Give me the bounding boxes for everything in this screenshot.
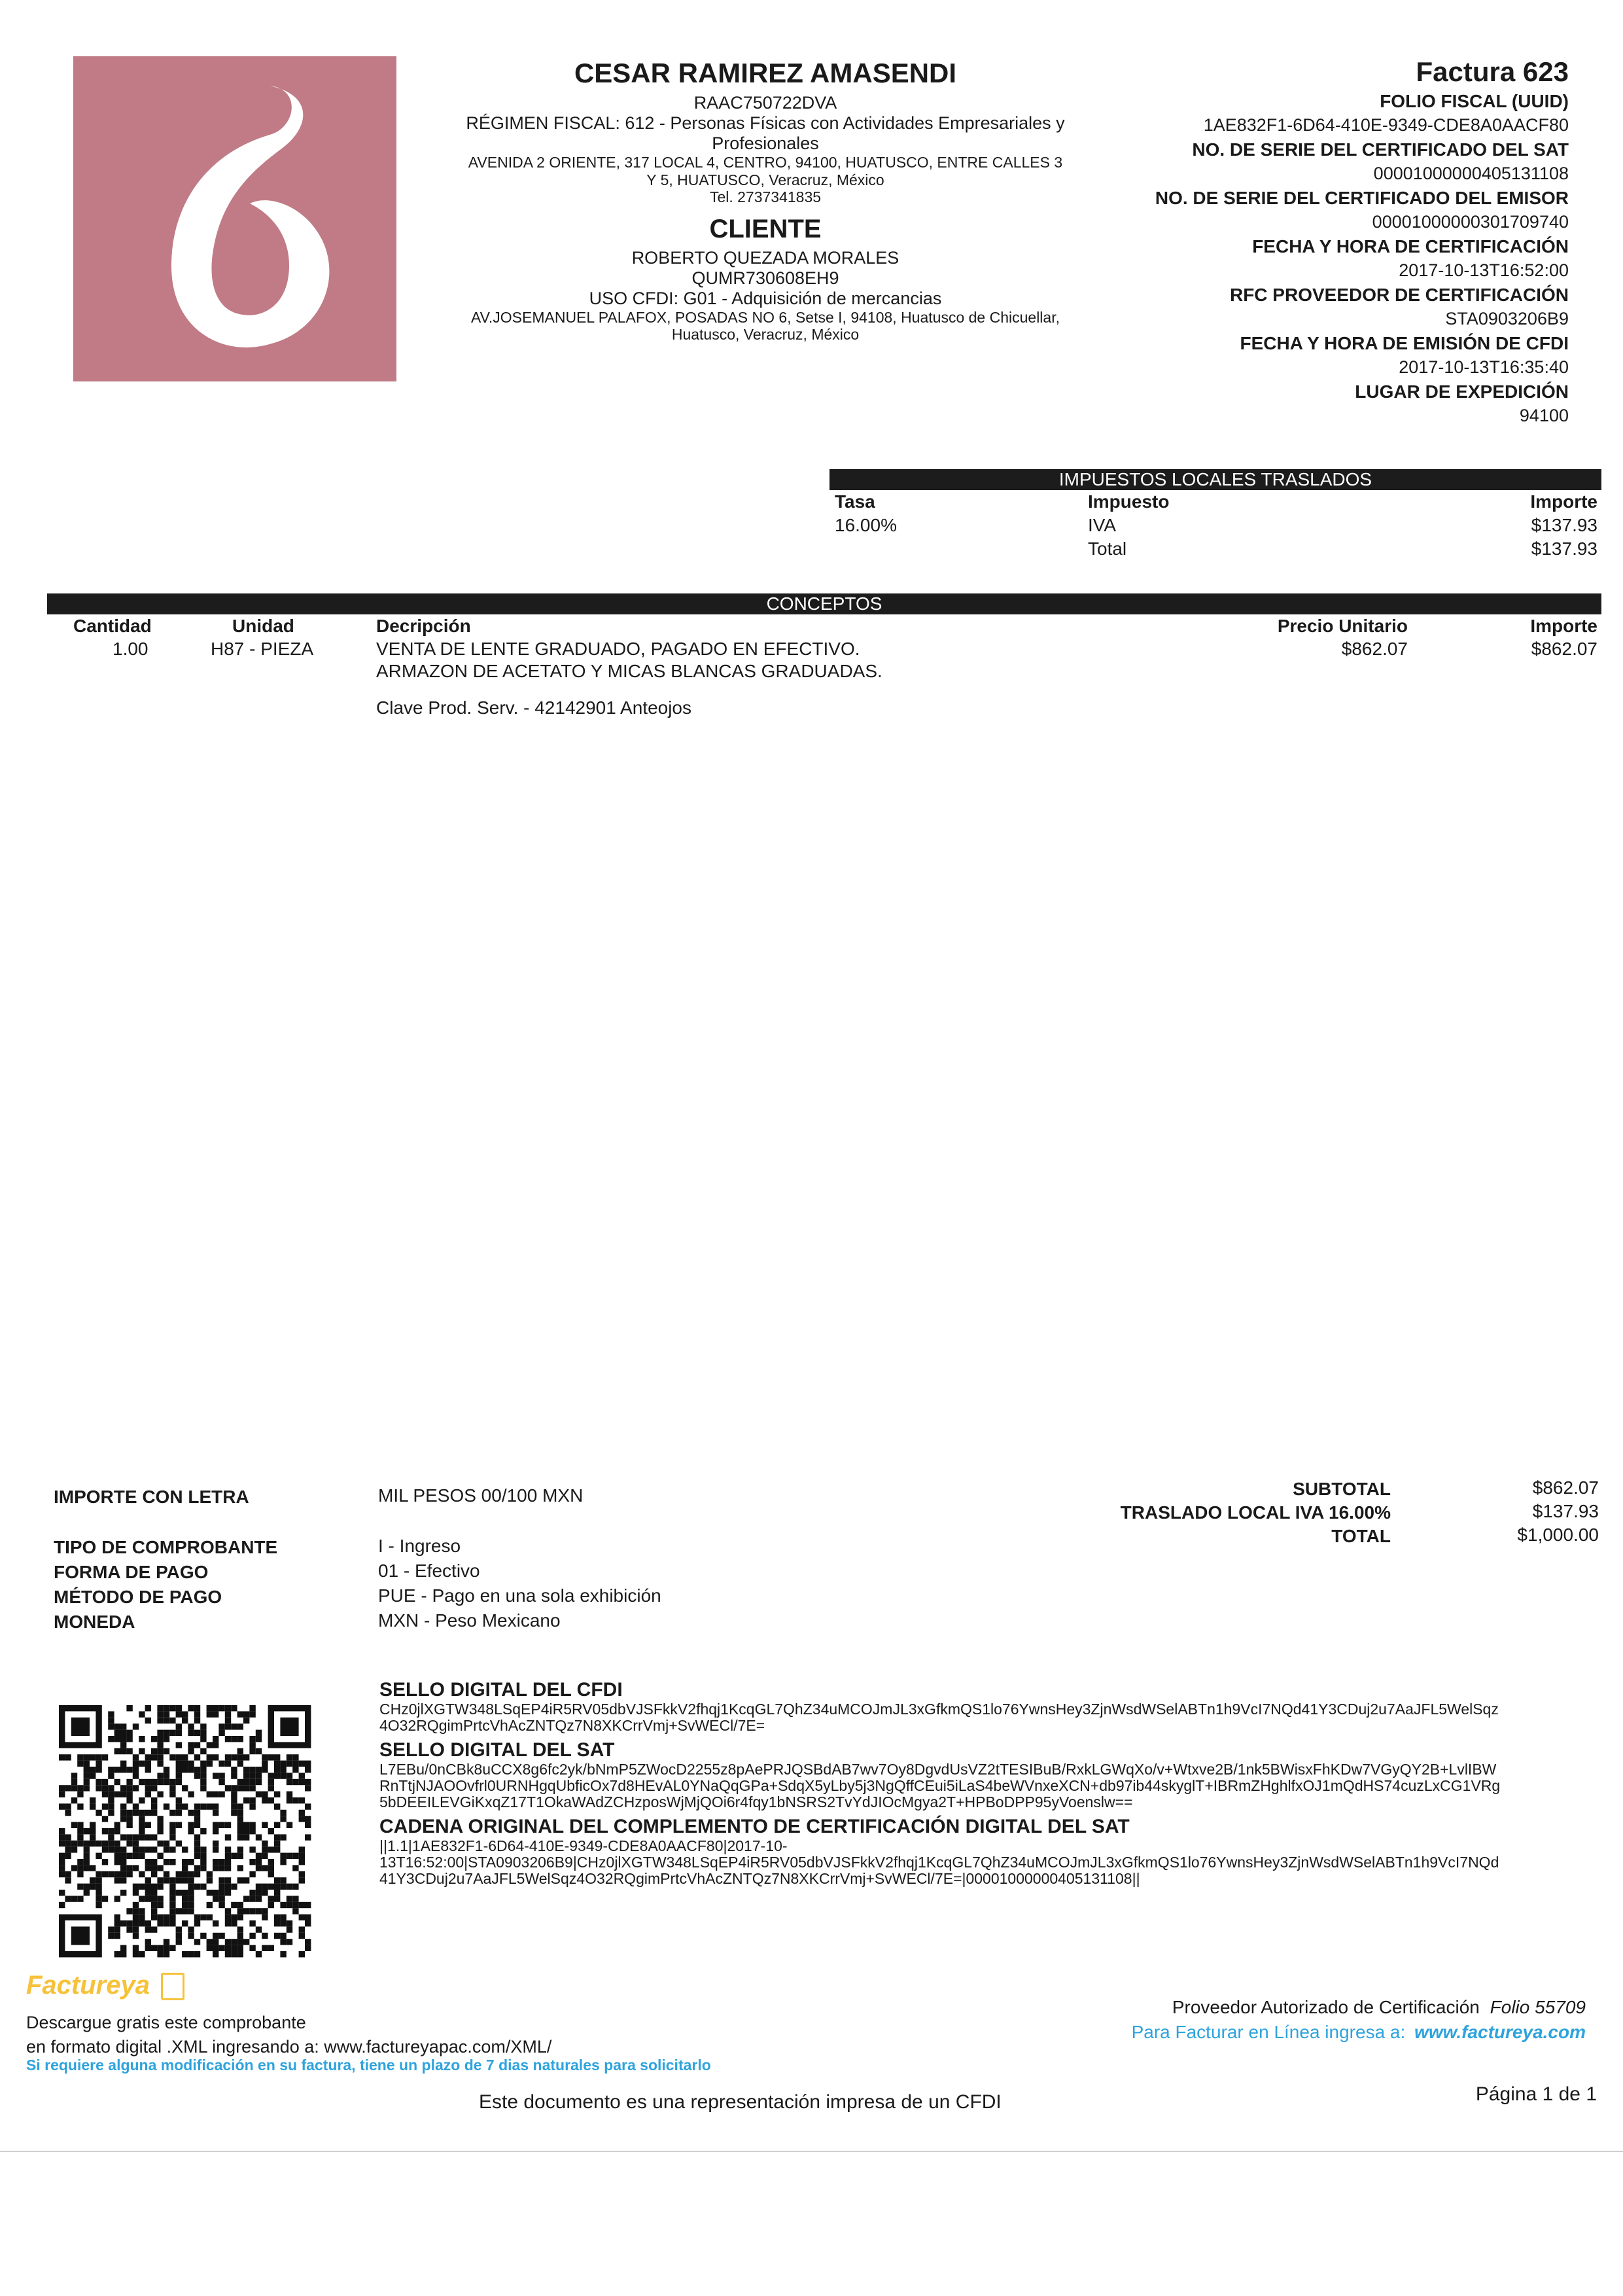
item-clave: Clave Prod. Serv. - 42142901 Anteojos — [376, 698, 692, 718]
invoice-title: Factura 623 — [1416, 56, 1569, 87]
conceptos-title: CONCEPTOS — [47, 593, 1601, 614]
cadena-line: 41Y3CDuj2u7AaJFL5WelSqz4O32RQgimPrtcVhAcZNTQz7N8XKCrrVmj+SvWECl/7E=|00001000000405131108|| — [379, 1870, 1140, 1887]
field-label: NO. DE SERIE DEL CERTIFICADO DEL SAT — [1192, 139, 1569, 160]
client-address-1: AV.JOSEMANUEL PALAFOX, POSADAS NO 6, Setse I, 94108, Huatusco de Chicuellar, — [471, 308, 1060, 326]
col-importe: Importe — [1530, 616, 1597, 636]
tax-tasa: 16.00% — [835, 515, 897, 535]
issuer-phone: Tel. 2737341835 — [709, 188, 822, 206]
online-label: Para Facturar en Línea ingresa a: — [1131, 2022, 1406, 2042]
field-value: 2017-10-13T16:35:40 — [1399, 357, 1569, 377]
invoice-header — [1098, 55, 1569, 428]
item-descripcion-1: VENTA DE LENTE GRADUADO, PAGADO EN EFECTIVO. — [376, 639, 860, 659]
field-value: 2017-10-13T16:52:00 — [1399, 260, 1569, 280]
item-importe: $862.07 — [1531, 639, 1597, 659]
issuer-regimen-1: RÉGIMEN FISCAL: 612 - Personas Físicas con Actividades Empresariales y — [466, 113, 1065, 133]
issuer-name: CESAR RAMIREZ AMASENDI — [574, 58, 957, 88]
iva-label: TRASLADO LOCAL IVA 16.00% — [1120, 1502, 1391, 1523]
tax-impuesto: IVA — [1088, 515, 1117, 535]
item-descripcion-2: ARMAZON DE ACETATO Y MICAS BLANCAS GRADUADAS. — [376, 661, 882, 681]
issuer-regimen-2: Profesionales — [712, 133, 819, 154]
totals-values — [1439, 1476, 1599, 1547]
detail-value: I - Ingreso — [378, 1536, 461, 1556]
taxes-title: IMPUESTOS LOCALES TRASLADOS — [829, 469, 1601, 490]
document-icon — [161, 1973, 184, 2000]
client-uso-cfdi: USO CFDI: G01 - Adquisición de mercancias — [589, 288, 942, 308]
total-label: TOTAL — [1331, 1526, 1391, 1546]
col-precio: Precio Unitario — [1277, 616, 1408, 636]
pac-line — [1172, 1997, 1586, 2018]
client-heading: CLIENTE — [709, 214, 822, 243]
sello-sat-line: 5bDEEILEVGiKxqZ17T1OkaWAdZCHzposWjMjQOi6r4fqy1bNSRS2TvYdJIOcMgya2T+HPBoDPP95yVoenslw== — [379, 1793, 1133, 1810]
representation-note: Este documento es una representación impresa de un CFDI — [479, 2091, 1002, 2113]
sello-sat-line: RnTtjNJAOOvfrl0URNHgqUbficOx7d8HEvAL0YNaQqGPa+SdqX5yLby5j3NgQffCEui5iLaS4beWVnxeXCN+db97ib44skyglT+IBRmZHghlfxOJ1mQdHS74cuzLxCG1VRg — [379, 1777, 1501, 1794]
item-cantidad: 1.00 — [113, 639, 148, 659]
detail-label: FORMA DE PAGO — [54, 1562, 209, 1582]
subtotal-label: SUBTOTAL — [1293, 1479, 1391, 1499]
subtotal-value: $862.07 — [1532, 1477, 1599, 1498]
field-value: 00001000000301709740 — [1372, 212, 1569, 232]
field-label: NO. DE SERIE DEL CERTIFICADO DEL EMISOR — [1155, 188, 1569, 208]
sello-sat-line: L7EBu/0nCBk8uCCX8g6fc2yk/bNmP5ZWocD2255z8pAePRJQSBdAB7wv7Oy8DgvdUsVZ2tTESIBuB/RxkLGWqXo/v+Wtxve2B/1nk5BWisxFhKDw7VGyQY2B+LvlIBW — [379, 1761, 1497, 1778]
field-value: 1AE832F1-6D64-410E-9349-CDE8A0AACF80 — [1203, 115, 1569, 135]
col-cantidad: Cantidad — [73, 616, 152, 636]
importe-letra-value: MIL PESOS 00/100 MXN — [378, 1485, 584, 1506]
iva-value: $137.93 — [1532, 1501, 1599, 1521]
col-descripcion: Decripción — [376, 616, 471, 636]
detail-value: MXN - Peso Mexicano — [378, 1610, 561, 1631]
table-row — [829, 537, 1601, 561]
issuer-rfc: RAAC750722DVA — [693, 93, 837, 113]
col-unidad: Unidad — [232, 616, 294, 636]
field-value: STA0903206B9 — [1445, 309, 1569, 328]
online-url[interactable]: www.factureya.com — [1414, 2022, 1586, 2042]
detail-label: TIPO DE COMPROBANTE — [54, 1537, 278, 1557]
field-label: FECHA Y HORA DE CERTIFICACIÓN — [1252, 236, 1569, 256]
pac-label: Proveedor Autorizado de Certificación — [1172, 1997, 1480, 2017]
field-label: FECHA Y HORA DE EMISIÓN DE CFDI — [1240, 333, 1569, 353]
sello-sat-title: SELLO DIGITAL DEL SAT — [379, 1739, 615, 1761]
field-label: LUGAR DE EXPEDICIÓN — [1355, 381, 1569, 402]
importe-letra-label: IMPORTE CON LETRA — [54, 1487, 249, 1507]
totals-labels — [981, 1477, 1391, 1548]
cadena-title: CADENA ORIGINAL DEL COMPLEMENTO DE CERTIFICACIÓN DIGITAL DEL SAT — [379, 1816, 1130, 1837]
details-labels — [54, 1535, 277, 1634]
issuer-block — [432, 58, 1099, 344]
tax-header-impuesto: Impuesto — [1088, 491, 1170, 512]
issuer-address-1: AVENIDA 2 ORIENTE, 317 LOCAL 4, CENTRO, 94100, HUATUSCO, ENTRE CALLES 3 — [468, 154, 1063, 171]
cadena-line: 13T16:52:00|STA0903206B9|CHz0jlXGTW348LSqEP4iR5RV05dbVJSFkkV2fhqj1KcqGL7QhZ34uMCOJmJL3xGfkmQS1lo76YwnsHey3ZjnWsdWSelABTn1h9VcI7NQd — [379, 1854, 1499, 1871]
item-precio: $862.07 — [1341, 639, 1408, 659]
tax-header-importe: Importe — [1530, 491, 1597, 512]
detail-label: MÉTODO DE PAGO — [54, 1587, 222, 1607]
sello-cfdi-line: CHz0jlXGTW348LSqEP4iR5RV05dbVJSFkkV2fhqj1KcqGL7QhZ34uMCOJmJL3xGfkmQS1lo76YwnsHey3ZjnWsdWSelABTn1h9VcI7NQd41Y3CDuj2u7AaJFL5WelSqz — [379, 1701, 1499, 1718]
issuer-address-2: Y 5, HUATUSCO, Veracruz, México — [646, 171, 884, 188]
tax-header-tasa: Tasa — [835, 491, 875, 512]
client-name: ROBERTO QUEZADA MORALES — [631, 247, 899, 268]
table-row — [829, 514, 1601, 537]
sello-cfdi-line: 4O32RQgimPrtcVhAcZNTQz7N8XKCrrVmj+SvWECl/7E= — [379, 1717, 765, 1734]
modification-notice: Si requiere alguna modificación en su factura, tiene un plazo de 7 dias naturales para solicitarlo — [26, 2057, 711, 2074]
item-unidad: H87 - PIEZA — [211, 639, 314, 659]
sello-cfdi-title: SELLO DIGITAL DEL CFDI — [379, 1679, 623, 1701]
conceptos-table — [47, 593, 1601, 719]
taxes-table — [829, 469, 1601, 561]
field-value: 00001000000405131108 — [1373, 164, 1569, 183]
company-logo — [73, 56, 396, 381]
total-value: $1,000.00 — [1517, 1525, 1599, 1545]
page-edge-divider — [0, 2151, 1623, 2152]
field-value: 94100 — [1519, 406, 1569, 425]
client-address-2: Huatusco, Veracruz, México — [671, 326, 860, 344]
brand-text: Factureya — [26, 1971, 150, 2000]
factureya-logo — [26, 1971, 184, 2000]
detail-value: PUE - Pago en una sola exhibición — [378, 1585, 661, 1606]
qr-code — [59, 1705, 313, 1963]
page-number: Página 1 de 1 — [1475, 2083, 1597, 2105]
tax-total-label: Total — [1088, 539, 1127, 559]
field-label: FOLIO FISCAL (UUID) — [1380, 91, 1569, 111]
detail-value: 01 - Efectivo — [378, 1561, 480, 1581]
pac-folio: Folio 55709 — [1490, 1997, 1586, 2017]
download-info — [26, 2011, 551, 2059]
field-label: RFC PROVEEDOR DE CERTIFICACIÓN — [1229, 285, 1569, 305]
online-line — [1132, 2022, 1586, 2043]
detail-label: MONEDA — [54, 1612, 135, 1632]
download-line: en formato digital .XML ingresando a: www.factureyapac.com/XML/ — [26, 2037, 552, 2057]
tax-importe: $137.93 — [1531, 515, 1597, 535]
download-line: Descargue gratis este comprobante — [26, 2013, 306, 2032]
tax-total-value: $137.93 — [1531, 539, 1597, 559]
table-row — [47, 638, 1601, 660]
seals-block — [379, 1679, 1603, 1887]
cadena-line: ||1.1|1AE832F1-6D64-410E-9349-CDE8A0AACF80|2017-10- — [379, 1837, 788, 1854]
client-rfc: QUMR730608EH9 — [691, 268, 839, 288]
details-values — [378, 1534, 661, 1633]
